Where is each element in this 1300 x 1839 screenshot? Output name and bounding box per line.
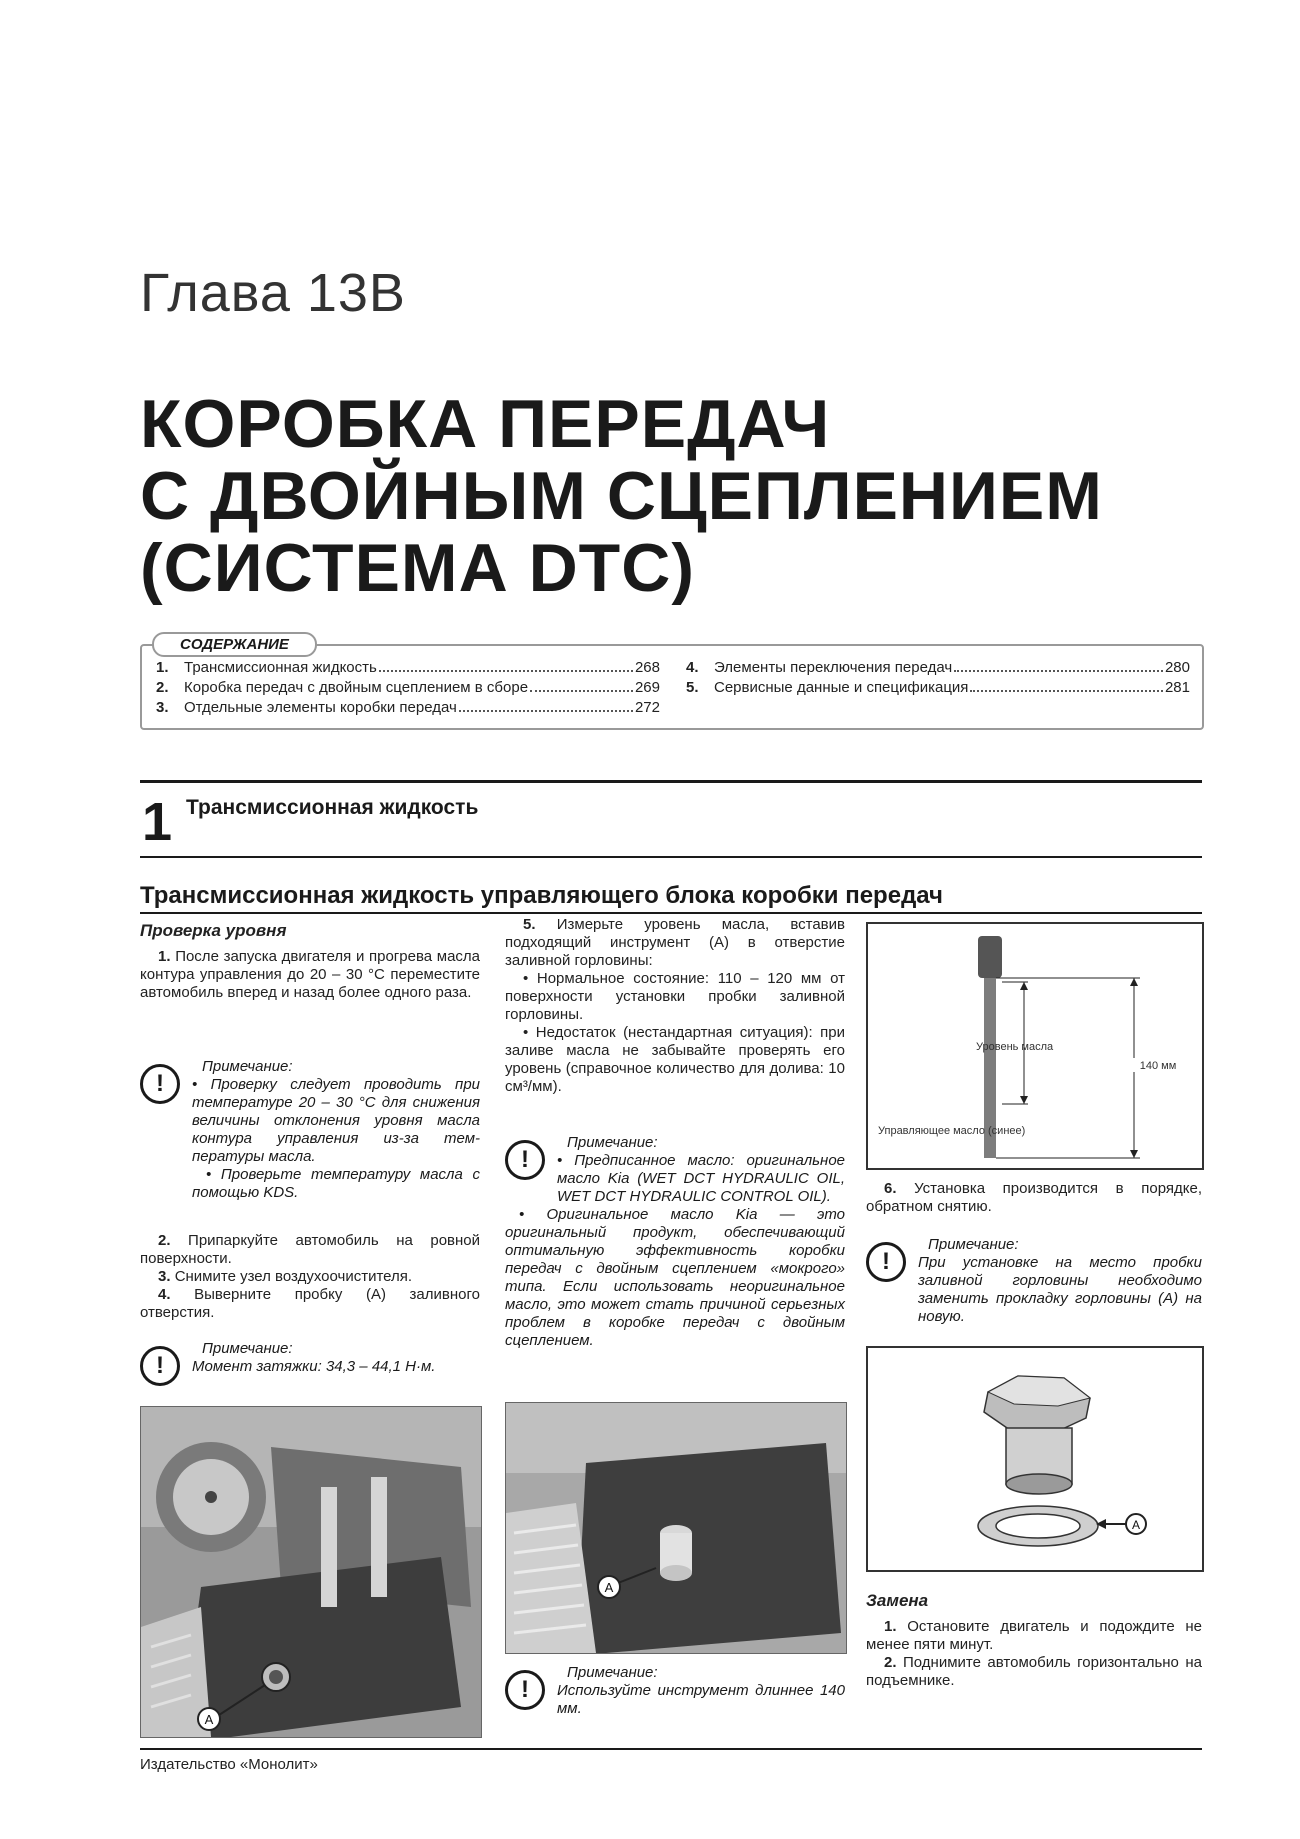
exclamation-icon: !	[140, 1064, 180, 1104]
step-2: 2. Припаркуйте автомобиль на ровной поверхности.	[140, 1232, 481, 1267]
toc-entry[interactable]	[156, 698, 660, 718]
column-1	[140, 922, 480, 1002]
note-4	[505, 1664, 845, 1718]
toc-text: Трансмиссионная жидкость	[184, 659, 377, 676]
callout-a-label: A	[204, 1712, 214, 1727]
subsection-title: Трансмиссионная жидкость управляющего блока коробки передач	[140, 882, 943, 909]
toc-num: 2.	[156, 679, 169, 696]
toc-page: 281	[1164, 679, 1190, 696]
engine-photo-1	[140, 1406, 482, 1738]
note-title: Примечание:	[928, 1236, 1019, 1253]
chapter-title-line: КОРОБКА ПЕРЕДАЧ	[140, 386, 831, 462]
note-text: • Проверьте температуру масла с помощью KDS.	[192, 1166, 480, 1201]
toc-text: Коробка передач с двойным сцеплением в сборе	[184, 679, 529, 696]
note-text: Используйте инструмент длиннее 140 мм.	[557, 1682, 845, 1717]
replace-step-1: 1. Остановите двигатель и подождите не менее пяти минут.	[866, 1618, 1203, 1653]
bullet-normal: • Нормальное состояние: 110 – 120 мм от поверхности установки пробки заливной горловины.	[505, 970, 845, 1023]
exclamation-icon: !	[866, 1242, 906, 1282]
callout-a-label: A	[1131, 1518, 1141, 1532]
footer-rule	[140, 1748, 1202, 1750]
publisher: Издательство «Монолит»	[140, 1756, 318, 1773]
note-1	[140, 1058, 480, 1202]
note-2	[140, 1340, 480, 1379]
column-3-step6	[866, 1180, 1202, 1216]
subsection-rule	[140, 912, 1202, 914]
oil-level-label: Уровень масла	[976, 1041, 1054, 1053]
note-title: Примечание:	[567, 1134, 658, 1151]
toc-num: 5.	[686, 679, 699, 696]
replace-step-2: 2. Поднимите автомобиль горизонтально на подъемнике.	[866, 1654, 1202, 1689]
heading-replacement: Замена	[866, 1591, 929, 1610]
note-title: Примечание:	[202, 1058, 293, 1075]
toc-num: 3.	[156, 699, 169, 716]
note-text: • Оригинальное масло Kia — это оригинальный продукт, обеспечивающий оптимальную эффективность коробки передач с двойным сцеплением «мокрого» типа. Если использовать неоригинальное масло, это может стать причиной серьезных проблем в коробке передач с двойным сцеплением.	[505, 1206, 845, 1349]
note-title: Примечание:	[567, 1664, 658, 1681]
note-title: Примечание:	[202, 1340, 293, 1357]
section-rule	[140, 780, 1202, 783]
exclamation-icon: !	[505, 1140, 545, 1180]
toc-text: Отдельные элементы коробки передач	[184, 699, 457, 716]
note-text: Момент затяжки: 34,3 – 44,1 Н·м.	[192, 1358, 436, 1375]
chapter-title-line: (СИСТЕМА DTC)	[140, 530, 695, 606]
heading-check-level: Проверка уровня	[140, 921, 287, 940]
toc-page: 280	[1164, 659, 1190, 676]
column-2	[505, 916, 845, 1096]
toc-label: СОДЕРЖАНИЕ	[152, 632, 317, 657]
length-label: 140 мм	[1139, 1060, 1177, 1072]
toc-num: 4.	[686, 659, 699, 676]
note-5	[866, 1236, 1202, 1326]
step-5: 5. Измерьте уровень масла, вставив подходящий инструмент (А) в отверстие заливной горловины:	[505, 916, 845, 969]
step-3: 3. Снимите узел воздухоочистителя.	[158, 1268, 413, 1285]
column-3-replace	[866, 1592, 1202, 1690]
dipstick-diagram	[866, 922, 1204, 1170]
chapter-title-line: С ДВОЙНЫМ СЦЕПЛЕНИЕМ	[140, 458, 1103, 534]
toc-entry[interactable]	[156, 658, 660, 678]
engine-photo-2	[505, 1402, 847, 1654]
note-3	[505, 1134, 845, 1350]
control-oil-label: Управляющее масло (синее)	[878, 1125, 1026, 1137]
toc-entry[interactable]	[156, 678, 660, 698]
note-text: • Предписанное масло: оригинальное масло Kia (WET DCT HYDRAULIC OIL, WET DCT HYDRAULIC CONTROL OIL).	[557, 1152, 845, 1205]
toc-entry[interactable]	[686, 658, 1190, 678]
toc-num: 1.	[156, 659, 169, 676]
note-text: • Проверку следует проводить при температуре 20 – 30 °С для снижения величины отклонения уровня масла контура управления из-за температуры масла.	[192, 1076, 480, 1165]
chapter-label: Глава 13В	[140, 263, 406, 323]
step-4: 4. Выверните пробку (А) заливного отверстия.	[140, 1286, 480, 1321]
section-title: Трансмиссионная жидкость	[186, 796, 479, 819]
column-1-steps	[140, 1232, 480, 1322]
callout-a-label: A	[604, 1580, 614, 1595]
toc-entry[interactable]	[686, 678, 1190, 698]
toc-page: 272	[634, 699, 660, 716]
plug-gasket-diagram	[866, 1346, 1204, 1572]
note-text: При установке на место пробки заливной горловины необходимо заменить прокладку горловины (А) на новую.	[918, 1254, 1202, 1325]
toc-text: Элементы переключения передач	[714, 659, 953, 676]
bullet-shortage: • Недостаток (нестандартная ситуация): при заливе масла не забывайте проверять его уровень (справочное количество для долива: 10 см³/мм).	[505, 1024, 845, 1095]
toc-page: 269	[634, 679, 660, 696]
section-rule-thin	[140, 856, 1202, 858]
step-6: 6. Установка производится в порядке, обратном снятию.	[866, 1180, 1202, 1215]
exclamation-icon: !	[140, 1346, 180, 1386]
exclamation-icon: !	[505, 1670, 545, 1710]
toc-text: Сервисные данные и спецификация	[714, 679, 969, 696]
step-1: 1. После запуска двигателя и прогрева масла контура управления до 20 – 30 °С переместите автомобиль вперед и назад более одного раза.	[140, 948, 481, 1001]
toc-page: 268	[634, 659, 660, 676]
section-number: 1	[142, 792, 173, 852]
chapter-title	[140, 388, 1140, 604]
